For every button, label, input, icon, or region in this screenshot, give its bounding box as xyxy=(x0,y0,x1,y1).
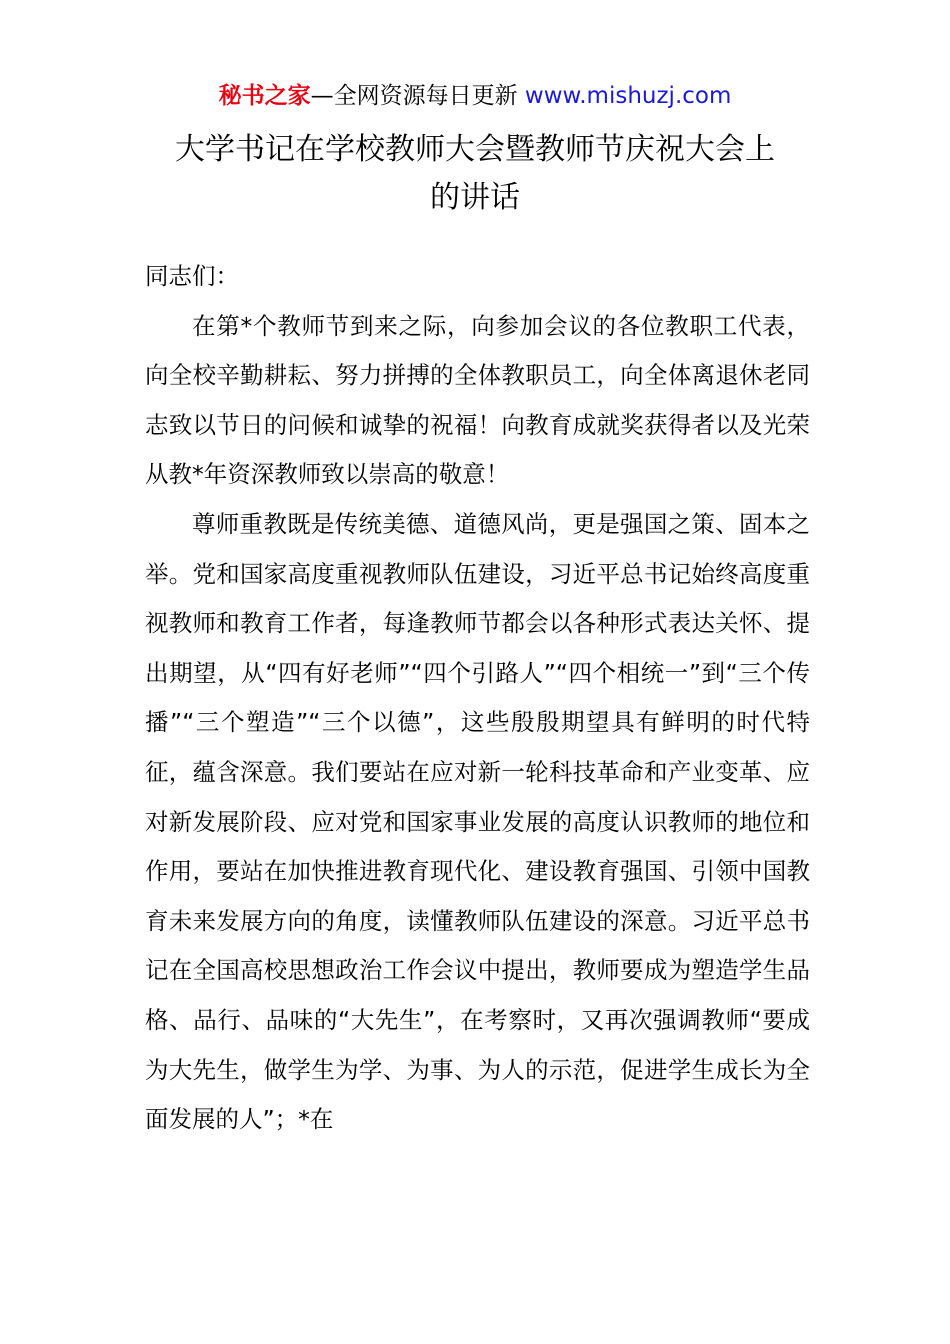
site-url-link[interactable]: www.mishuzj.com xyxy=(524,83,732,109)
document-body xyxy=(145,252,810,1145)
header-tagline: —全网资源每日更新 xyxy=(310,83,518,109)
site-header xyxy=(0,80,950,112)
brand-name: 秘书之家 xyxy=(218,83,311,109)
paragraph-2: 尊师重教既是传统美德、道德风尚，更是强国之策、固本之举。党和国家高度重视教师队伍建设，习近平总书记始终高度重视教师和教育工作者，每逢教师节都会以各种形式表达关怀、提出期望，从“四有好老师”“四个引路人”“四个相统一”到“三个传播”“三个塑造”“三个以德”，这些殷殷期望具有鲜明的时代特征，蕴含深意。我们要站在应对新一轮科技革命和产业变革、应对新发展阶段、应对党和国家事业发展的高度认识教师的地位和作用，要站在加快推进教育现代化、建设教育强国、引领中国教育未来发展方向的角度，读懂教师队伍建设的深意。习近平总书记在全国高校思想政治工作会议中提出，教师要成为塑造学生品格、品行、品味的“大先生”，在考察时，又再次强调教师“要成为大先生，做学生为学、为事、为人的示范，促进学生成长为全面发展的人”；*在 xyxy=(145,509,810,1134)
document-title xyxy=(120,126,830,222)
title-line-2: 的讲话 xyxy=(430,180,520,215)
title-line-1: 大学书记在学校教师大会暨教师节庆祝大会上 xyxy=(175,132,775,167)
paragraph-1: 在第*个教师节到来之际，向参加会议的各位教职工代表，向全校辛勤耕耘、努力拼搏的全体教职员工，向全体离退休老同志致以节日的问候和诚挚的祝福！向教育成就奖获得者以及光荣从教*年资深教师致以崇高的敬意！ xyxy=(145,311,810,489)
salutation: 同志们： xyxy=(145,262,239,290)
